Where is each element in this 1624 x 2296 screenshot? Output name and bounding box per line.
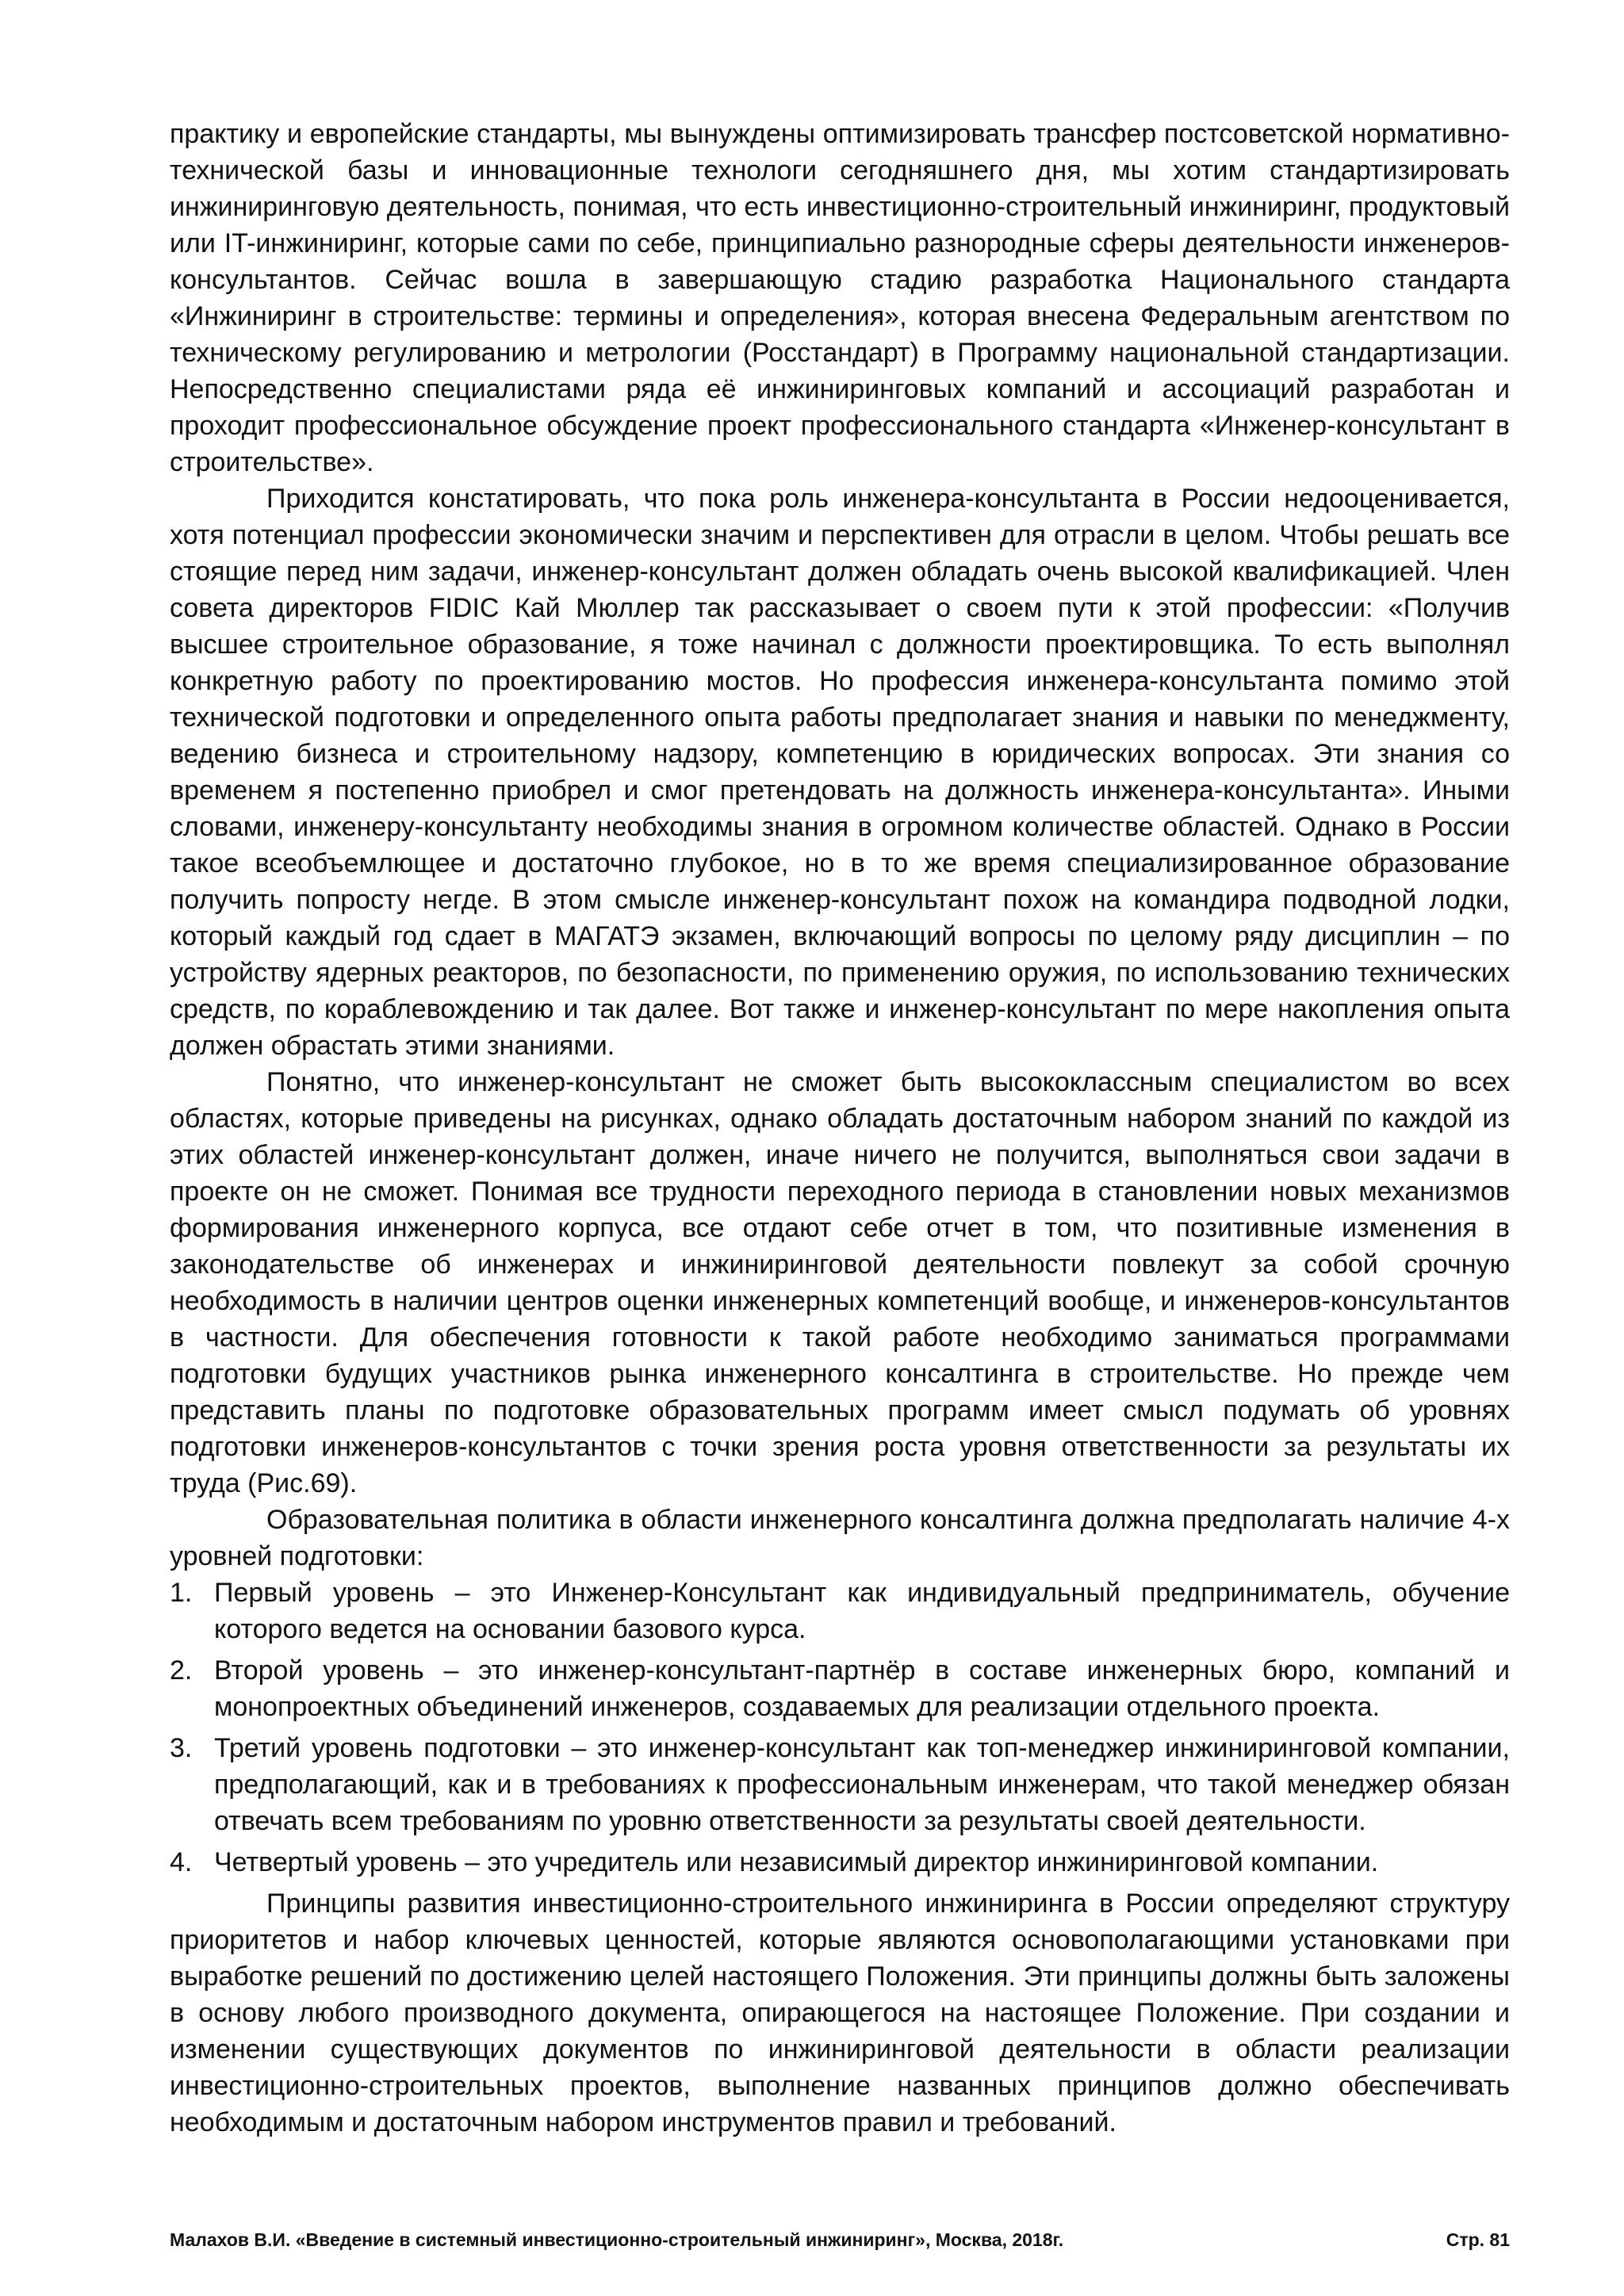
paragraph-engineer-role: Приходится констатировать, что пока роль инженера-консультанта в России недооценивается, хотя потенциал профессии экономически значим и перспективен для отрасли в целом. Чтобы решать все стоящие перед ним задачи, инженер-консультант должен обладать очень высокой квалификацией. Член совета директоров FIDIC Кай Мюллер так рассказывает о своем пути к этой профессии: «Получив высшее строительное образование, я тоже начинал с должности проектировщика. То есть выполнял конкретную работу по проектированию мостов. Но профессия инженера-консультанта помимо этой технической подготовки и определенного опыта работы предполагает знания и навыки по менеджменту, ведению бизнеса и строительному надзору, компетенцию в юридических вопросах. Эти знания со временем я постепенно приобрел и смог претендовать на должность инженера-консультанта». Иными словами, инженеру-консультанту необходимы знания в огромном количестве областей. Однако в России такое всеобъемлющее и достаточно глубокое, но в то же время специализированное образование получить попросту негде. В этом смысле инженер-консультант похож на командира подводной лодки, который каждый год сдает в МАГАТЭ экзамен, включающий вопросы по целому ряду дисциплин – по устройству ядерных реакторов, по безопасности, по применению оружия, по использованию технических средств, по кораблевождению и так далее. Вот также и инженер-консультант по мере накопления опыта должен обрастать этими знаниями.: [170, 484, 1510, 1061]
paragraph-training-needs: Понятно, что инженер-консультант не сможет быть высококлассным специалистом во всех областях, которые приведены на рисунках, однако обладать достаточным набором знаний по каждой из этих областей инженер-консультант должен, иначе ничего не получится, выполняться свои задачи в проекте он не сможет. Понимая все трудности переходного периода в становлении новых механизмов формирования инженерного корпуса, все отдают себе отчет в том, что позитивные изменения в законодательстве об инженерах и инжиниринговой деятельности повлекут за собой срочную необходимость в наличии центров оценки инженерных компетенций вообще, и инженеров-консультантов в частности. Для обеспечения готовности к такой работе необходимо заниматься программами подготовки будущих участников рынка инженерного консалтинга в строительстве. Но прежде чем представить планы по подготовке образовательных программ имеет смысл подумать об уровнях подготовки инженеров-консультантов с точки зрения роста уровня ответственности за результаты их труда (Рис.69).: [170, 1067, 1510, 1498]
page-number: Стр. 81: [1446, 2229, 1510, 2250]
document-body: [170, 116, 1510, 2141]
paragraph-principles: Принципы развития инвестиционно-строительного инжиниринга в России определяют структуру приоритетов и набор ключевых ценностей, которые являются основополагающими установками при выработке решений по достижению целей настоящего Положения. Эти принципы должны быть заложены в основу любого производного документа, опирающегося на настоящее Положение. При создании и изменении существующих документов по инжиниринговой деятельности в области реализации инвестиционно-строительных проектов, выполнение названных принципов должно обеспечивать необходимым и достаточным набором инструментов правил и требований.: [170, 1888, 1510, 2137]
paragraph-standards: практику и европейские стандарты, мы вынуждены оптимизировать трансфер постсоветской нормативно-технической базы и инновационные технологи сегодняшнего дня, мы хотим стандартизировать инжиниринговую деятельность, понимая, что есть инвестиционно-строительный инжиниринг, продуктовый или IT-инжиниринг, которые сами по себе, принципиально разнородные сферы деятельности инженеров-консультантов. Сейчас вошла в завершающую стадию разработка Национального стандарта «Инжиниринг в строительстве: термины и определения», которая внесена Федеральным агентством по техническому регулированию и метрологии (Росстандарт) в Программу национальной стандартизации. Непосредственно специалистами ряда её инжиниринговых компаний и ассоциаций разработан и проходит профессиональное обсуждение проект профессионального стандарта «Инженер-консультант в строительстве».: [170, 119, 1510, 477]
footer-citation: Малахов В.И. «Введение в системный инвестиционно-строительный инжиниринг», Москва, 2018г.: [170, 2229, 1064, 2250]
list-item: [170, 1652, 1510, 1725]
list-item-text: Второй уровень – это инженер-консультант-партнёр в составе инженерных бюро, компаний и монопроектных объединений инженеров, создаваемых для реализации отдельного проекта.: [214, 1655, 1510, 1722]
list-item: [170, 1575, 1510, 1647]
list-item-number: 3.: [170, 1733, 193, 1763]
list-item-number: 2.: [170, 1655, 193, 1686]
paragraph-education-policy: Образовательная политика в области инженерного консалтинга должна предполагать наличие 4-х уровней подготовки:: [170, 1505, 1510, 1571]
list-item-text: Третий уровень подготовки – это инженер-консультант как топ-менеджер инжиниринговой компании, предполагающий, как и в требованиях к профессиональным инженерам, что такой менеджер обязан отвечать всем требованиям по уровню ответственности за результаты своей деятельности.: [214, 1733, 1510, 1836]
training-levels-list: [170, 1575, 1510, 1881]
list-item-number: 1.: [170, 1578, 193, 1608]
list-item-text: Первый уровень – это Инженер-Консультант как индивидуальный предприниматель, обучение которого ведется на основании базового курса.: [214, 1578, 1510, 1644]
list-item-text: Четвертый уровень – это учредитель или независимый директор инжиниринговой компании.: [214, 1847, 1379, 1877]
list-item: [170, 1844, 1510, 1881]
list-item-number: 4.: [170, 1847, 193, 1877]
list-item: [170, 1730, 1510, 1839]
page-footer: [170, 2228, 1510, 2252]
